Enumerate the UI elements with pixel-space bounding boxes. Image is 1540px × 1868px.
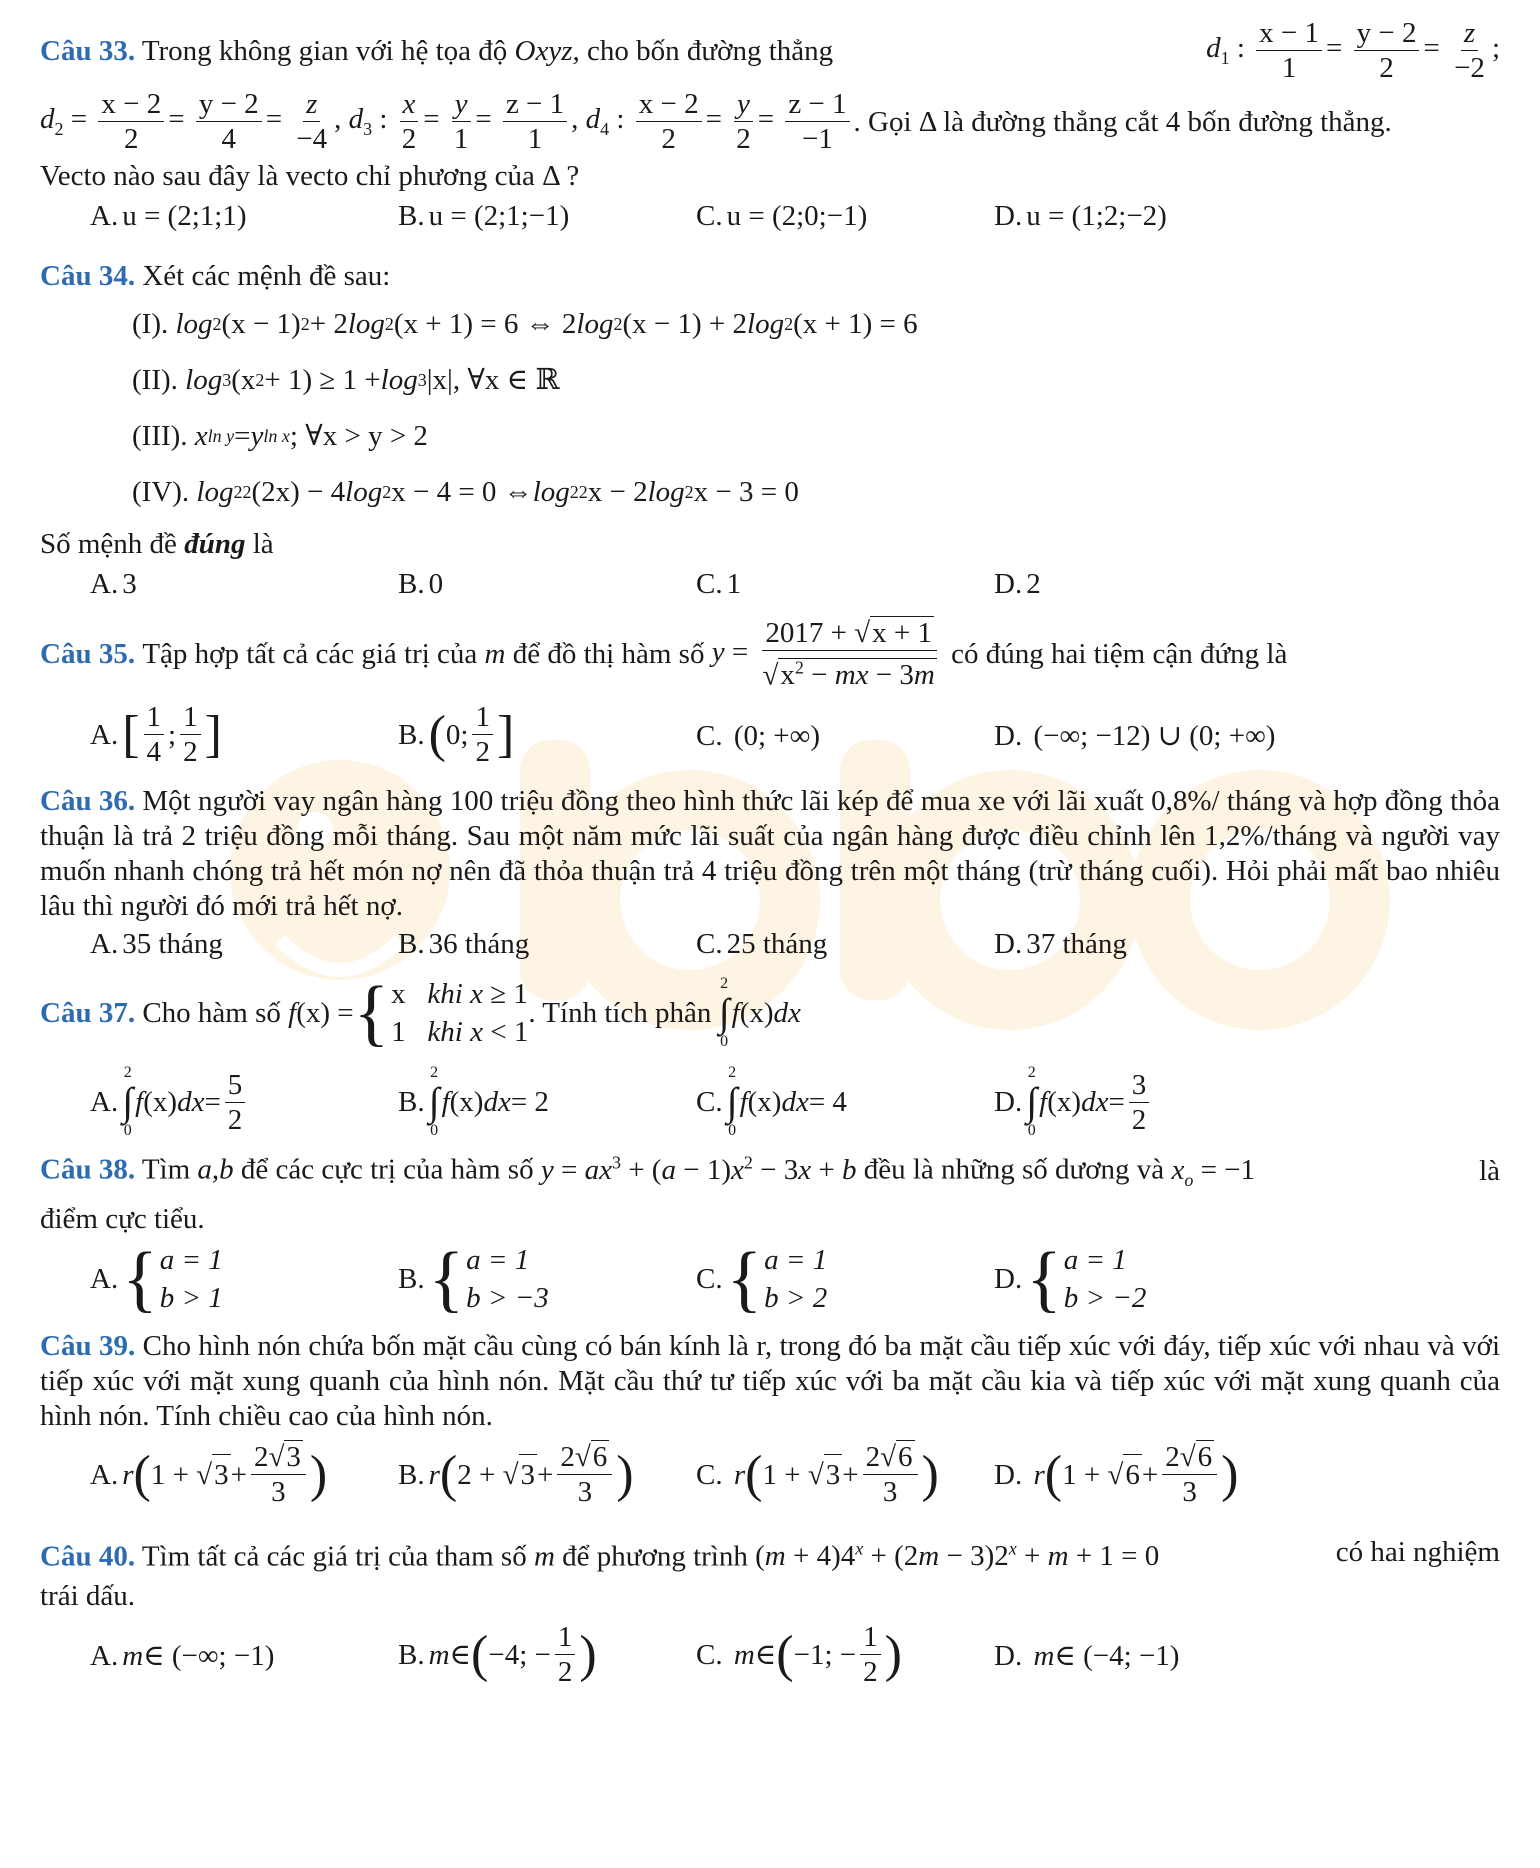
question-text: cho bốn đường thẳng — [587, 34, 834, 67]
statement-4: (IV). log 2 2 (2x) − 4 log 2 x − 4 = 0 ⇔ log 2 2 x − 2 log 2 x − 3 = 0 — [132, 476, 799, 508]
question-label: Câu 33. — [40, 34, 136, 67]
option-a[interactable]: A. 2 ∫ 0 f (x) dx = $\frac{5}{2}$ — [90, 1064, 249, 1140]
question-text: đều là những số dương và — [863, 1153, 1165, 1186]
options-row — [40, 1434, 1500, 1528]
option-c[interactable]: C. u = (2;0;−1) — [696, 200, 868, 232]
option-c[interactable]: C. (0; +∞) — [696, 720, 820, 752]
conclusion: Số mệnh đề — [40, 528, 177, 560]
option-b[interactable]: B. 36 tháng — [398, 928, 530, 960]
option-a[interactable]: A. 3 — [90, 568, 137, 600]
min-point: $x_o = -1$ — [1171, 1153, 1256, 1190]
question-label: Câu 34. — [40, 260, 136, 292]
line-d1: $d_1$ : $\frac{x - 1}{1}$ = $\frac{y - 2}{2}$ = $\frac{z}{-2}$ ; — [1206, 17, 1500, 84]
function-formula: $y = ax^3 + (a - 1)x^2 - 3x + b$ — [540, 1152, 857, 1186]
line-d2: $d_2$ = $\frac{x - 2}{2}$ = $\frac{y - 2}{4}$ = $\frac{z}{-4}$ , — [40, 88, 342, 155]
question-40: Câu 40. Tìm tất cả các giá trị của tham số m để phương trình $(m + 4)4^x + (2m - 3)2^x + m + 1 = 0$ có hai nghiệm trái dấu. A. m ∈ (−∞; −1) B. m ∈ ( −4; − $\frac{1}{2}$ ) C. m ∈ ( −1; − $\frac{1}{2}$ ) D. m ∈ (−4; −1) — [40, 1528, 1500, 1700]
option-d[interactable]: D. 2 — [994, 568, 1041, 600]
options-row — [40, 924, 1500, 968]
option-d[interactable]: D. { a = 1 b > −2 — [994, 1238, 1147, 1321]
line-d4: $d_4$ : $\frac{x - 2}{2}$ = $\frac{y}{2}$ = $\frac{z - 1}{-1}$ — [586, 87, 854, 156]
question-label: Câu 40. — [40, 1540, 136, 1573]
question-text: để các cực trị của hàm số — [240, 1153, 534, 1186]
equation: $(m + 4)4^x + (2m - 3)2^x + m + 1 = 0$ — [755, 1538, 1160, 1573]
question-33 — [40, 16, 1500, 256]
option-a[interactable]: A. m ∈ (−∞; −1) — [90, 1640, 275, 1673]
question-34 — [40, 256, 1500, 606]
option-b[interactable]: B. 0 — [398, 568, 444, 600]
question-text: có đúng hai tiệm cận đứng là — [951, 638, 1288, 670]
question-label: Câu 36. — [40, 785, 136, 817]
option-a[interactable]: A. [ $\frac{1}{4}$ ; $\frac{1}{2}$ ] — [90, 701, 222, 768]
option-b[interactable]: B. { a = 1 b > −3 — [398, 1238, 549, 1321]
option-c[interactable]: C. 2 ∫ 0 f (x) dx = 4 — [696, 1064, 847, 1139]
question-text: Vecto nào sau đây là vecto chỉ phương của Δ ? — [40, 160, 580, 192]
question-39 — [40, 1329, 1500, 1528]
option-a[interactable]: A. { a = 1 b > 1 — [90, 1238, 223, 1321]
question-text: . Gọi Δ là đường thẳng cắt 4 bốn đường thẳng. — [853, 105, 1392, 138]
function-formula: y = $\frac{2017 + √x + 1}{√x^2 - mx - 3m}$ — [712, 616, 944, 693]
question-label: Câu 35. — [40, 638, 136, 670]
emphasis: đúng — [184, 528, 246, 560]
option-d[interactable]: D. r ( 1 + √ 6 + $\frac{2√6}{3}$ ) — [994, 1441, 1239, 1509]
statement-3: (III). x ln y = y ln x ; ∀x > y > 2 — [132, 420, 428, 452]
question-text: là — [1479, 1154, 1500, 1187]
option-c[interactable]: C. m ∈ ( −1; − $\frac{1}{2}$ ) — [696, 1621, 902, 1689]
question-text: Tìm — [141, 1153, 191, 1186]
question-text: Tìm tất cả các giá trị của tham số — [141, 1540, 527, 1573]
options-row — [40, 1239, 1500, 1325]
option-b[interactable]: B. r ( 2 + √ 3 + $\frac{2√6}{3}$ ) — [398, 1441, 634, 1509]
options-row — [40, 1616, 1500, 1700]
options-row — [40, 564, 1500, 606]
piecewise-function: f (x) = { x khi x ≥ 1 1 khi x < 1 — [288, 972, 529, 1054]
question-text: có hai nghiệm — [1335, 1536, 1500, 1569]
statement-1: (I). log 2 (x − 1) 2 + 2 log 2 (x + 1) = 6 ⇔ 2 log 2 (x − 1) + 2 log 2 (x + 1) = 6 — [132, 308, 918, 340]
option-c[interactable]: C. 1 — [696, 568, 742, 600]
question-text: Xét các mệnh đề sau: — [142, 260, 391, 292]
question-text: điểm cực tiểu. — [40, 1203, 205, 1236]
line-d3: $d_3$ : $\frac{x}{2}$ = $\frac{y}{1}$ = $\frac{z - 1}{1}$ , — [348, 88, 579, 155]
question-text: Cho hình nón chứa bốn mặt cầu cùng có bán kính là r, trong đó ba mặt cầu tiếp xúc với đáy, tiếp xúc với nhau và với tiếp xúc với mặt xung quanh của hình nón. Mặt cầu thứ tư tiếp xúc với ba mặt cầu kia và tiếp xúc với mặt xung quanh của hình nón. Tính chiều cao của hình nón. — [40, 1330, 1500, 1433]
question-label: Câu 38. — [40, 1153, 136, 1186]
question-text: . Tính tích phân — [528, 997, 712, 1029]
option-d[interactable]: D. m ∈ (−4; −1) — [994, 1640, 1180, 1673]
question-text: trái dấu. — [40, 1580, 136, 1613]
option-a[interactable]: A. r ( 1 + √ 3 + $\frac{2√3}{3}$ ) — [90, 1441, 328, 1509]
question-label: Câu 37. — [40, 997, 136, 1029]
options-row — [40, 1058, 1500, 1142]
integral: 2 ∫ 0 f (x) dx — [718, 975, 801, 1050]
options-row — [40, 196, 1500, 256]
question-35: Câu 35. Tập hợp tất cả các giá trị của m để đồ thị hàm số y = $\frac{2017 + √x + 1}{√x^2 - mx - 3m}$ có đúng hai tiệm cận đứng là A. [ $\frac{1}{4}$ ; $\frac{1}{2}$ ] B. ( 0; $\frac{1}{2}$ ] C. (0; +∞) D. (−∞; −12) ∪ (0; +∞) — [40, 614, 1500, 780]
question-text: Trong không gian với hệ tọa độ — [141, 34, 508, 67]
question-text: để đồ thị hàm số — [512, 638, 705, 670]
option-b[interactable]: B. u = (2;1;−1) — [398, 200, 570, 232]
question-label: Câu 39. — [40, 1330, 136, 1363]
option-a[interactable]: A. u = (2;1;1) — [90, 200, 247, 232]
option-c[interactable]: C. 25 tháng — [696, 928, 828, 960]
question-text: Tập hợp tất cả các giá trị của — [142, 638, 478, 670]
option-b[interactable]: B. m ∈ ( −4; − $\frac{1}{2}$ ) — [398, 1621, 597, 1689]
question-38: Câu 38. Tìm a,b để các cực trị của hàm số $y = ax^3 + (a - 1)x^2 - 3x + b$ đều là những số dương và $x_o = -1$ là điểm cực tiểu. A. { a = 1 b > 1 B. { a = 1 b > −3 C. { a = 1 b > 2 D. { a = 1 b > −2 — [40, 1142, 1500, 1325]
question-36 — [40, 784, 1500, 968]
question-text: Cho hàm số — [142, 997, 281, 1029]
statement-2: (II). log 3 (x 2 + 1) ≥ 1 + log 3 |x|, ∀x ∈ ℝ — [132, 364, 560, 396]
question-text: Một người vay ngân hàng 100 triệu đồng theo hình thức lãi kép để mua xe với lãi xuất 0,8%/ tháng và hợp đồng thỏa thuận là trả 2 triệu đồng mỗi tháng. Sau một năm mức lãi suất của ngân hàng được điều chỉnh lên 1,2%/tháng và người vay muốn nhanh chóng trả hết món nợ nên đã thỏa thuận trả 4 triệu đồng trên một tháng (trừ tháng cuối). Hỏi phải mất bao nhiêu lâu thì người đó mới trả hết nợ. — [40, 785, 1501, 922]
conclusion-end: là — [252, 528, 274, 560]
option-c[interactable]: C. r ( 1 + √ 3 + $\frac{2√6}{3}$ ) — [696, 1441, 939, 1509]
option-b[interactable]: B. ( 0; $\frac{1}{2}$ ] — [398, 701, 515, 768]
option-b[interactable]: B. 2 ∫ 0 f (x) dx = 2 — [398, 1064, 549, 1139]
coordinate-system: Oxyz, — [514, 34, 580, 67]
option-d[interactable]: D. 2 ∫ 0 f (x) dx = $\frac{3}{2}$ — [994, 1064, 1153, 1140]
option-d[interactable]: D. u = (1;2;−2) — [994, 200, 1167, 232]
question-37 — [40, 968, 1500, 1142]
option-d[interactable]: D. (−∞; −12) ∪ (0; +∞) — [994, 720, 1276, 752]
option-a[interactable]: A. 35 tháng — [90, 928, 223, 960]
option-d[interactable]: D. 37 tháng — [994, 928, 1127, 960]
question-text: để phương trình — [562, 1540, 748, 1573]
options-row — [40, 694, 1500, 780]
option-c[interactable]: C. { a = 1 b > 2 — [696, 1238, 828, 1321]
